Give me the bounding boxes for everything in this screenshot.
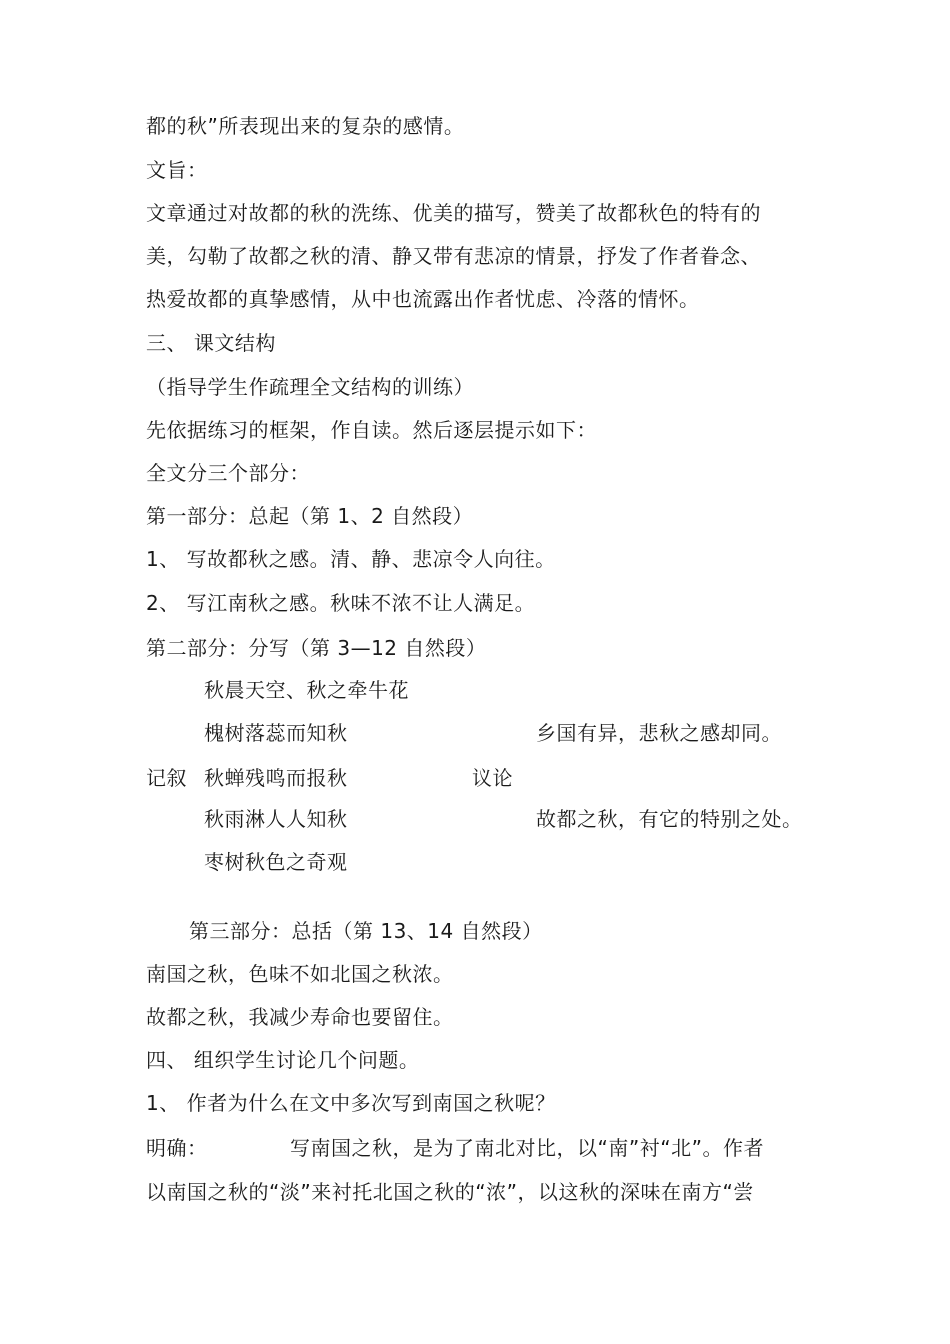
outline-commentary: 故都之秋，有它的特别之处。 xyxy=(536,807,803,831)
answer-label: 明确： xyxy=(146,1136,208,1160)
section-heading: 三、 课文结构 xyxy=(146,331,276,355)
text-line: 南国之秋，色味不如北国之秋浓。 xyxy=(146,962,454,986)
outline-item: 槐树落蕊而知秋 xyxy=(204,721,348,745)
section-heading: 四、 组织学生讨论几个问题。 xyxy=(146,1048,420,1072)
outline-item: 秋雨淋人人知秋 xyxy=(204,807,348,831)
list-item: 1、 写故都秋之感。清、静、悲凉令人向往。 xyxy=(146,547,556,571)
text-line: （指导学生作疏理全文结构的训练） xyxy=(146,375,474,399)
text-line: 先依据练习的框架，作自读。然后逐层提示如下： xyxy=(146,418,597,442)
part-heading: 第三部分：总括（第 13、14 自然段） xyxy=(189,919,543,943)
outline-label: 议论 xyxy=(472,766,513,790)
text-line: 故都之秋，我减少寿命也要留住。 xyxy=(146,1005,454,1029)
text-line: 都的秋”所表现出来的复杂的感情。 xyxy=(146,114,465,138)
text-line: 文章通过对故都的秋的洗练、优美的描写，赞美了故都秋色的特有的 xyxy=(146,201,761,225)
outline-commentary: 乡国有异，悲秋之感却同。 xyxy=(536,721,782,745)
part-heading: 第一部分：总起（第 1、2 自然段） xyxy=(146,504,474,528)
part-heading: 第二部分：分写（第 3—12 自然段） xyxy=(146,636,487,660)
text-line: 热爱故都的真挚感情，从中也流露出作者忧虑、冷落的情怀。 xyxy=(146,287,700,311)
outline-item: 秋蝉残鸣而报秋 xyxy=(204,766,348,790)
outline-item: 秋晨天空、秋之牵牛花 xyxy=(204,678,409,702)
section-label: 文旨： xyxy=(146,158,208,182)
list-item: 1、 作者为什么在文中多次写到南国之秋呢？ xyxy=(146,1091,556,1115)
list-item: 2、 写江南秋之感。秋味不浓不让人满足。 xyxy=(146,591,536,615)
outline-item: 枣树秋色之奇观 xyxy=(204,850,348,874)
text-line: 写南国之秋，是为了南北对比，以“南”衬“北”。作者 xyxy=(290,1136,764,1160)
outline-label: 记叙 xyxy=(146,766,187,790)
text-line: 以南国之秋的“淡”来衬托北国之秋的“浓”，以这秋的深味在南方“尝 xyxy=(146,1180,754,1204)
text-line: 全文分三个部分： xyxy=(146,461,310,485)
text-line: 美，勾勒了故都之秋的清、静又带有悲凉的情景，抒发了作者眷念、 xyxy=(146,244,761,268)
